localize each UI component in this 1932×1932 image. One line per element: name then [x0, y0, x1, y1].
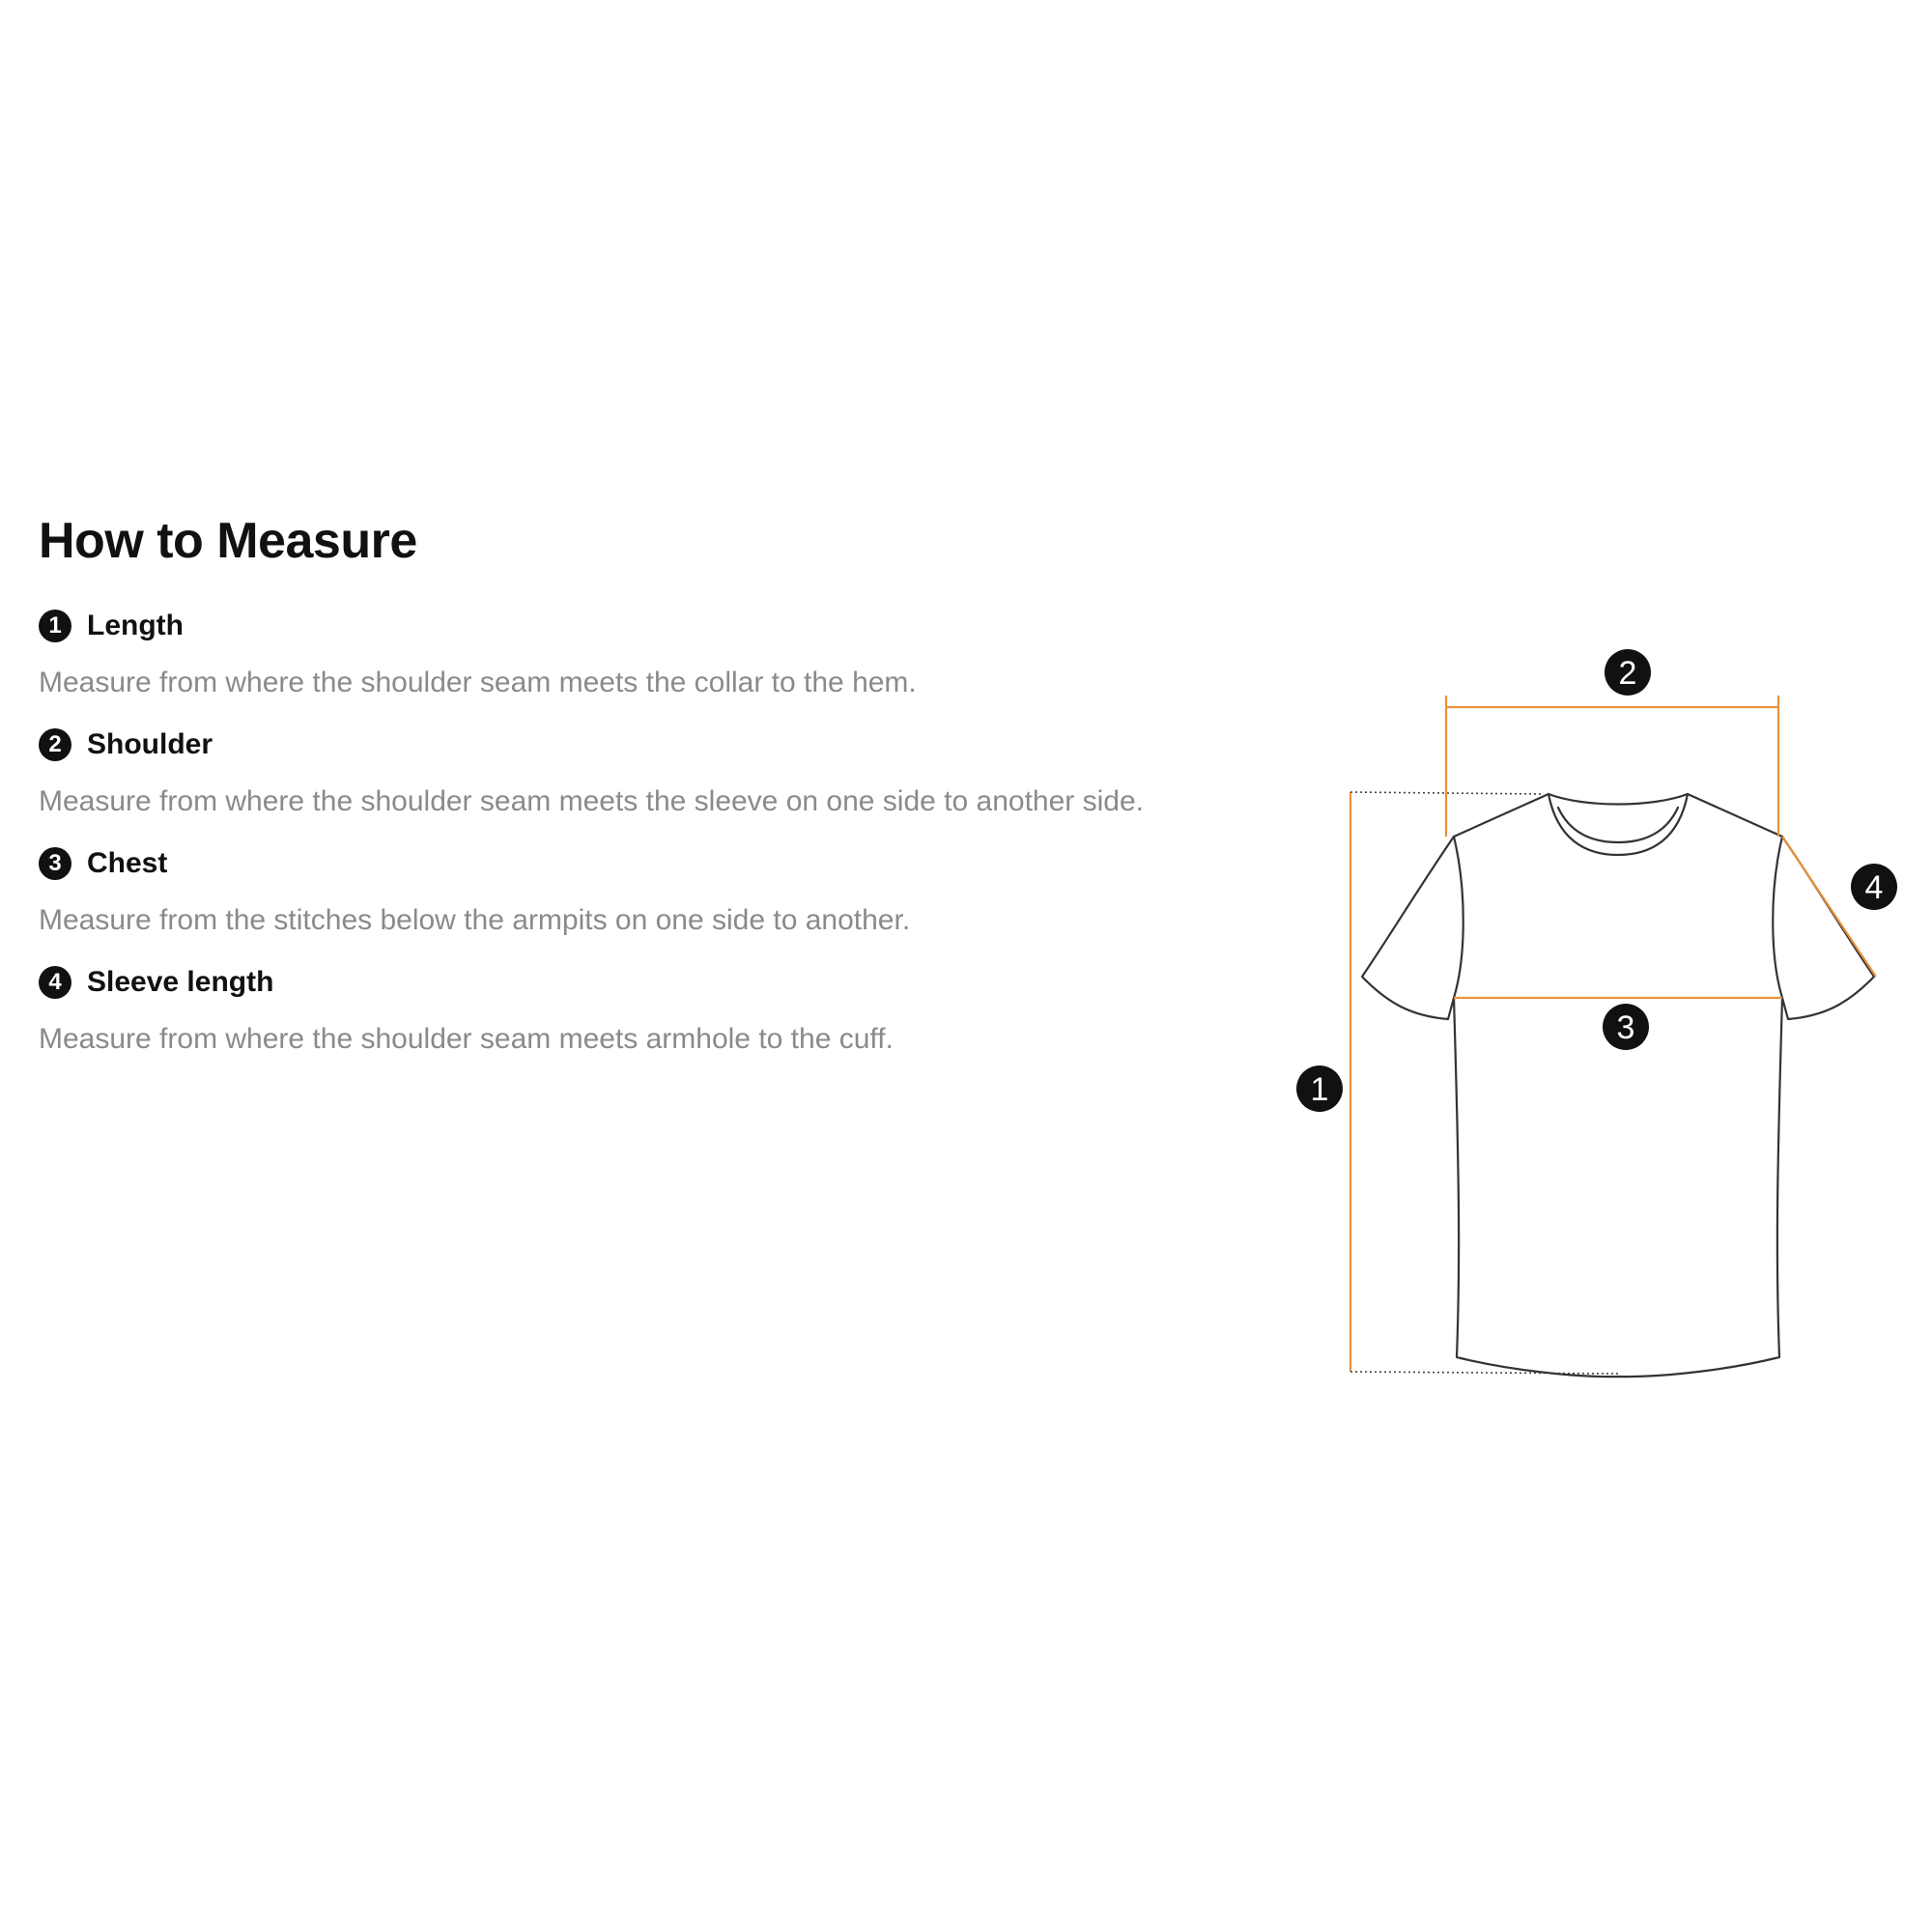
sleeve-length-label: Sleeve length	[87, 966, 274, 998]
measure-item-chest	[39, 844, 167, 883]
shoulder-description: Measure from where the shoulder seam meets the sleeve on one side to another side.	[39, 785, 1144, 817]
svg-text:1: 1	[1310, 1071, 1329, 1108]
tshirt-outline	[1362, 794, 1874, 1377]
measure-item-shoulder	[39, 725, 213, 764]
measure-item-sleeve-length	[39, 963, 273, 1002]
page-title: How to Measure	[39, 513, 417, 569]
length-guide-lines	[1350, 792, 1618, 1374]
svg-text:3: 3	[1616, 1009, 1635, 1046]
shoulder-label: Shoulder	[87, 728, 213, 760]
number-4-badge: 4	[39, 966, 71, 999]
svg-text:4: 4	[1864, 869, 1884, 906]
measure-item-length	[39, 607, 184, 645]
svg-text:2: 2	[1618, 655, 1637, 692]
sleeve-length-description: Measure from where the shoulder seam meets armhole to the cuff.	[39, 1023, 894, 1055]
number-1-badge: 1	[39, 610, 71, 642]
marker-1-icon	[1296, 1065, 1343, 1112]
length-label: Length	[87, 610, 184, 641]
marker-4-icon	[1851, 864, 1897, 910]
length-description: Measure from where the shoulder seam meets the collar to the hem.	[39, 667, 917, 698]
marker-2-icon	[1605, 649, 1651, 696]
chest-label: Chest	[87, 847, 168, 879]
sleeve-measure-line	[1782, 837, 1876, 977]
tshirt-measurement-diagram	[1256, 618, 1932, 1430]
number-3-badge: 3	[39, 847, 71, 880]
marker-3-icon	[1603, 1004, 1649, 1050]
number-2-badge: 2	[39, 728, 71, 761]
chest-description: Measure from the stitches below the armpits on one side to another.	[39, 904, 911, 936]
